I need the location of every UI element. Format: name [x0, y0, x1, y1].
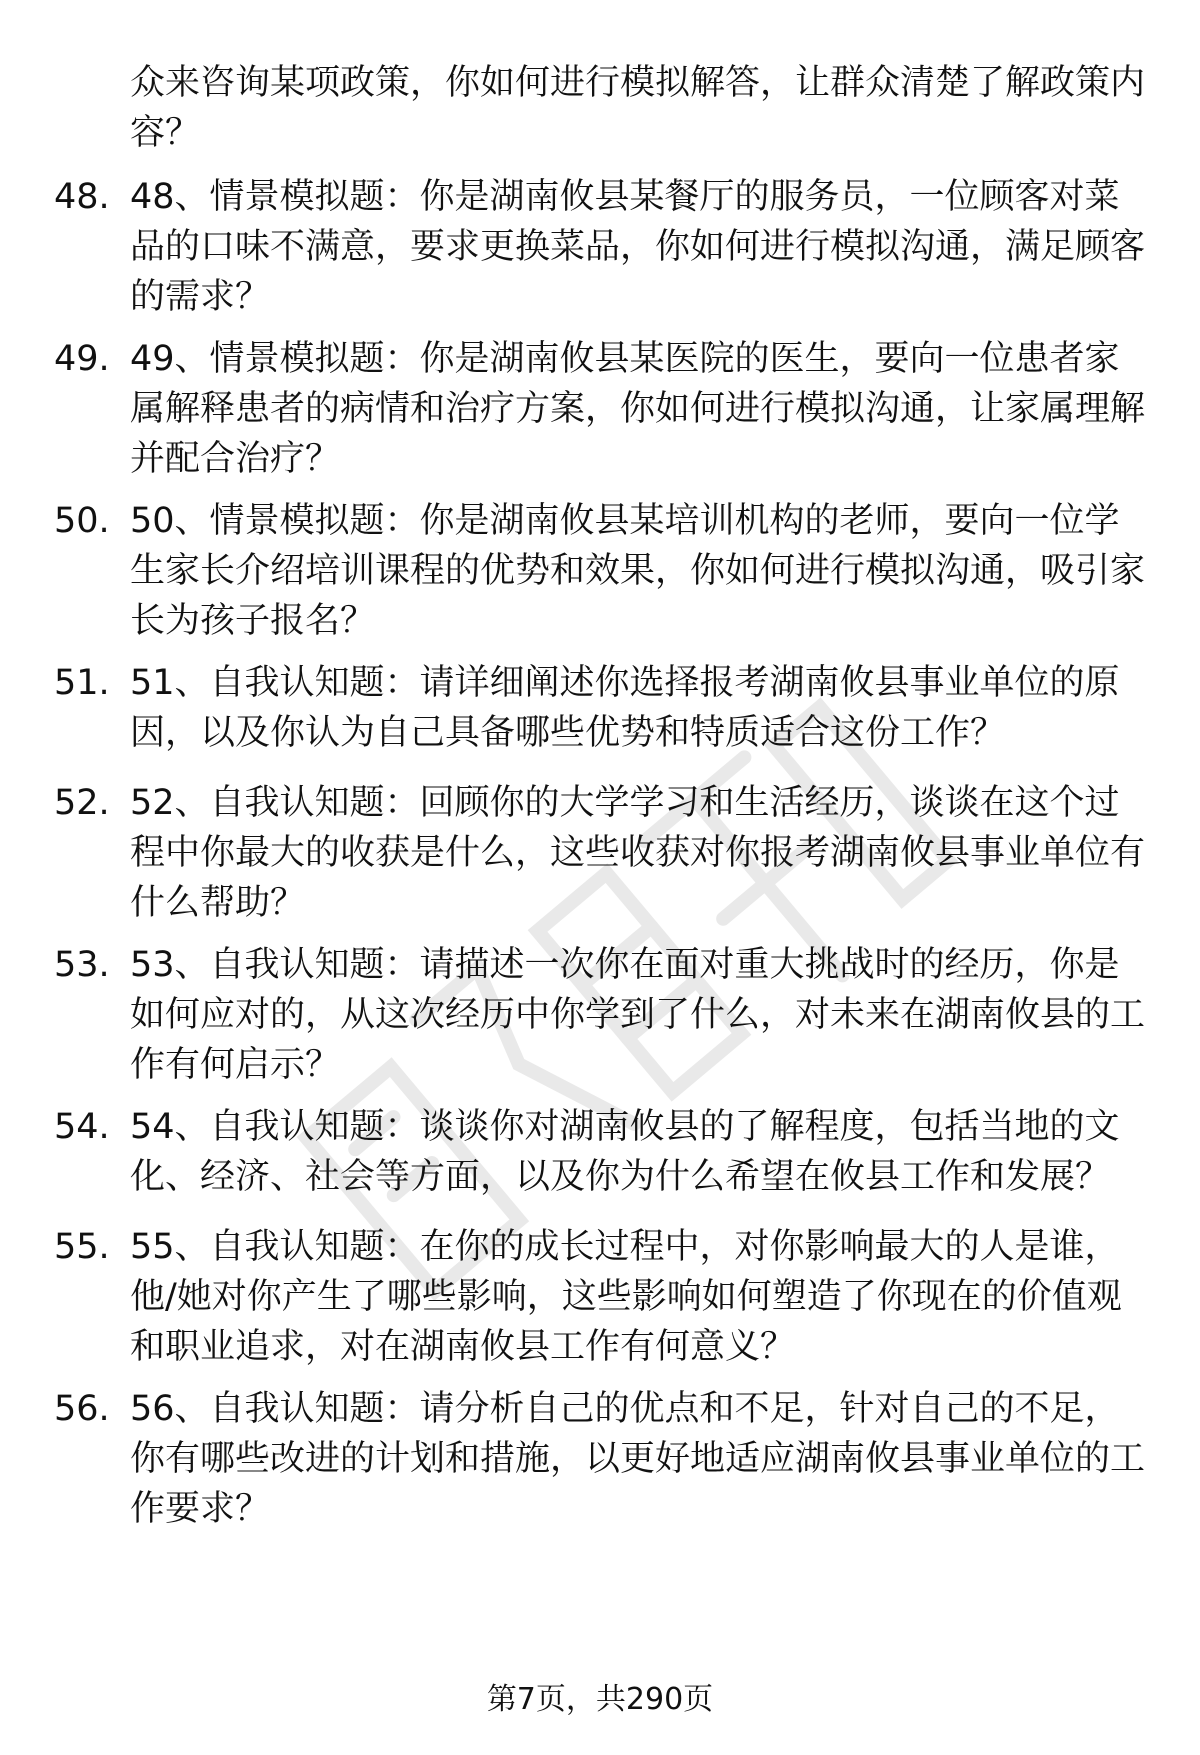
list-item-text: 53、自我认知题：请描述一次你在面对重大挑战时的经历，你是如何应对的，从这次经历中你学到了什么，对未来在湖南攸县的工作有何启示？ [130, 945, 1146, 1085]
page-number-footer: 第7页，共290页 [486, 1682, 714, 1717]
list-item-text: 56、自我认知题：请分析自己的优点和不足，针对自己的不足，你有哪些改进的计划和措施，以更好地适应湖南攸县事业单位的工作要求？ [130, 1389, 1146, 1529]
list-item-number: 51. [54, 663, 110, 703]
continued-question-text: 众来咨询某项政策，你如何进行模拟解答，让群众清楚了解政策内容？ [130, 63, 1146, 153]
list-item-text: 51、自我认知题：请详细阐述你选择报考湖南攸县事业单位的原因，以及你认为自己具备哪些优势和特质适合这份工作？ [130, 663, 1120, 753]
list-item-number: 52. [54, 783, 110, 823]
list-item-number: 55. [54, 1227, 110, 1267]
list-item-number: 53. [54, 945, 110, 985]
list-item-text: 55、自我认知题：在你的成长过程中，对你影响最大的人是谁，他/她对你产生了哪些影响，这些影响如何塑造了你现在的价值观和职业追求，对在湖南攸县工作有何意义？ [130, 1227, 1122, 1367]
list-item-text: 48、情景模拟题：你是湖南攸县某餐厅的服务员，一位顾客对菜品的口味不满意，要求更换菜品，你如何进行模拟沟通，满足顾客的需求？ [130, 177, 1146, 317]
list-item-text: 50、情景模拟题：你是湖南攸县某培训机构的老师，要向一位学生家长介绍培训课程的优势和效果，你如何进行模拟沟通，吸引家长为孩子报名？ [130, 501, 1146, 641]
list-item-number: 48. [54, 177, 110, 217]
list-item-text: 54、自我认知题：谈谈你对湖南攸县的了解程度，包括当地的文化、经济、社会等方面，以及你为什么希望在攸县工作和发展？ [130, 1107, 1120, 1197]
list-item-number: 49. [54, 339, 110, 379]
list-item-number: 50. [54, 501, 110, 541]
list-item-text: 52、自我认知题：回顾你的大学学习和生活经历，谈谈在这个过程中你最大的收获是什么，这些收获对你报考湖南攸县事业单位有什么帮助？ [130, 783, 1146, 923]
list-item-text: 49、情景模拟题：你是湖南攸县某医院的医生，要向一位患者家属解释患者的病情和治疗方案，你如何进行模拟沟通，让家属理解并配合治疗？ [130, 339, 1146, 479]
list-item-number: 56. [54, 1389, 110, 1429]
list-item-number: 54. [54, 1107, 110, 1147]
